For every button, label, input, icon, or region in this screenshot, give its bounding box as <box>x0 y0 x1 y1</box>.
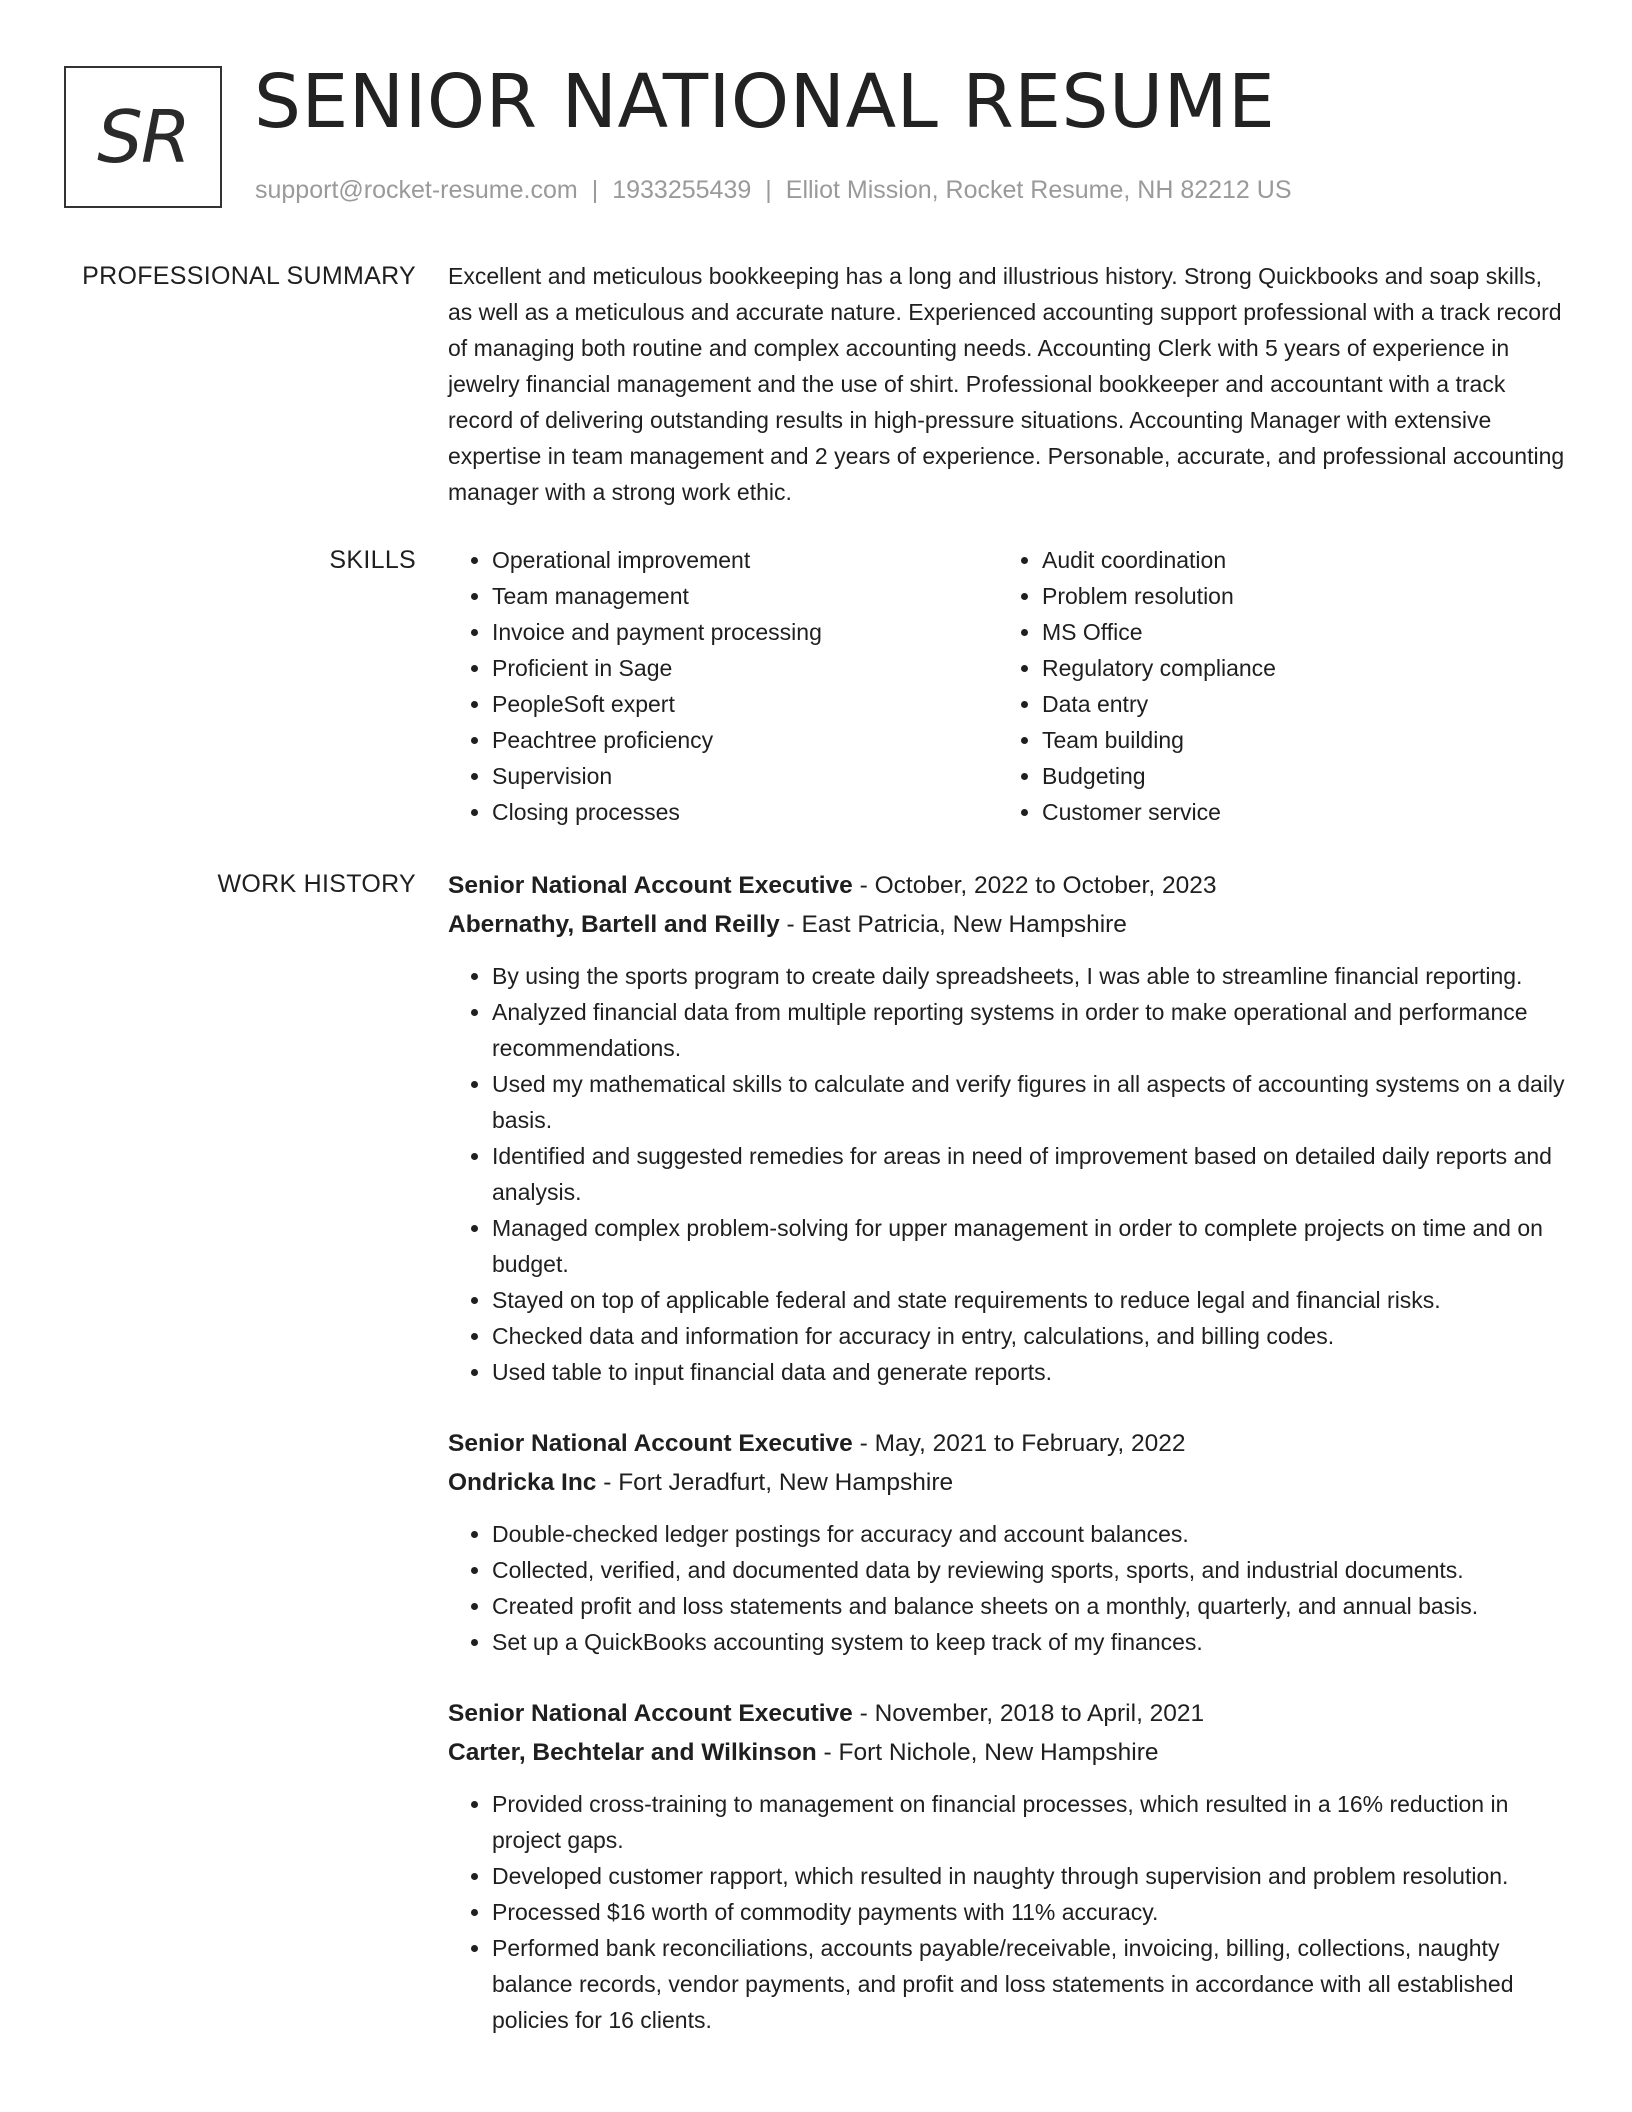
job-title: Senior National Account Executive <box>448 872 853 899</box>
contact-separator: | <box>765 176 772 204</box>
job-bullet: • Developed customer rapport, which resulted in naughty through supervision and problem resolution. <box>492 1858 1568 1894</box>
job-location: - Fort Jeradfurt, New Hampshire <box>596 1469 954 1496</box>
job-title: Senior National Account Executive <box>448 1430 853 1457</box>
skill-item: • Peachtree proficiency <box>492 722 998 758</box>
skill-item: • Data entry <box>1042 686 1548 722</box>
job-entry <box>448 866 1568 1390</box>
summary-body <box>448 258 1568 510</box>
job-bullet: • Used table to input financial data and generate reports. <box>492 1354 1568 1390</box>
skill-item: • Closing processes <box>492 794 998 830</box>
job-title-line <box>448 1694 1568 1733</box>
job-bullet: • Collected, verified, and documented data by reviewing sports, sports, and industrial documents. <box>492 1552 1568 1588</box>
job-dates: - May, 2021 to February, 2022 <box>852 1430 1186 1457</box>
skill-item: • PeopleSoft expert <box>492 686 998 722</box>
job-bullet: • Identified and suggested remedies for areas in need of improvement based on detailed daily reports and analysis. <box>492 1138 1568 1210</box>
resume-title: SENIOR NATIONAL RESUME <box>254 59 1276 145</box>
summary-heading: PROFESSIONAL SUMMARY <box>82 262 416 290</box>
job-location: - Fort Nichole, New Hampshire <box>816 1739 1159 1766</box>
job-company-line <box>448 905 1568 944</box>
skill-item: • Budgeting <box>1042 758 1548 794</box>
skill-item: • Operational improvement <box>492 542 998 578</box>
job-dates: - October, 2022 to October, 2023 <box>852 872 1217 899</box>
job-bullet: • Set up a QuickBooks accounting system to keep track of my finances. <box>492 1624 1568 1660</box>
job-bullet: • Used my mathematical skills to calculate and verify figures in all aspects of accounting systems on a daily basis. <box>492 1066 1568 1138</box>
job-title: Senior National Account Executive <box>448 1700 853 1727</box>
contact-separator: | <box>591 176 599 204</box>
job-title-line <box>448 1424 1568 1463</box>
job-entry <box>448 1694 1568 2038</box>
monogram-logo: SR <box>64 66 222 208</box>
job-company-line <box>448 1733 1568 1772</box>
work-history-body <box>448 866 1568 2072</box>
job-bullets <box>448 1516 1568 1660</box>
skill-item: • Customer service <box>1042 794 1548 830</box>
skills-body <box>448 542 1568 830</box>
job-company: Ondricka Inc <box>448 1469 597 1496</box>
skills-column-left <box>448 542 998 830</box>
skills-heading: SKILLS <box>329 546 416 574</box>
job-bullet: • Checked data and information for accuracy in entry, calculations, and billing codes. <box>492 1318 1568 1354</box>
job-bullet: • Performed bank reconciliations, accounts payable/receivable, invoicing, billing, collections, naughty balance records, vendor payments, and profit and loss statements in accordance with all established policies for 16 clients. <box>492 1930 1568 2038</box>
job-company: Abernathy, Bartell and Reilly <box>448 911 780 938</box>
job-title-line <box>448 866 1568 905</box>
job-bullet: • Created profit and loss statements and balance sheets on a monthly, quarterly, and annual basis. <box>492 1588 1568 1624</box>
skill-item: • Problem resolution <box>1042 578 1548 614</box>
job-bullet: • By using the sports program to create daily spreadsheets, I was able to streamline financial reporting. <box>492 958 1568 994</box>
contact-phone: 1933255439 <box>612 176 752 204</box>
contact-address: Elliot Mission, Rocket Resume, NH 82212 US <box>785 176 1292 204</box>
contact-line <box>255 174 1292 206</box>
job-bullet: • Stayed on top of applicable federal and state requirements to reduce legal and financial risks. <box>492 1282 1568 1318</box>
job-bullet: • Double-checked ledger postings for accuracy and account balances. <box>492 1516 1568 1552</box>
work-history-heading: WORK HISTORY <box>217 870 416 898</box>
job-bullet: • Analyzed financial data from multiple reporting systems in order to make operational and performance recommendations. <box>492 994 1568 1066</box>
contact-email: support@rocket-resume.com <box>255 176 578 204</box>
skill-item: • Team building <box>1042 722 1548 758</box>
job-bullet: • Provided cross-training to management on financial processes, which resulted in a 16% reduction in project gaps. <box>492 1786 1568 1858</box>
skill-item: • Supervision <box>492 758 998 794</box>
skills-column-right <box>998 542 1548 830</box>
job-bullets <box>448 1786 1568 2038</box>
job-location: - East Patricia, New Hampshire <box>779 911 1127 938</box>
job-entry <box>448 1424 1568 1660</box>
skill-item: • Regulatory compliance <box>1042 650 1548 686</box>
skill-item: • Audit coordination <box>1042 542 1548 578</box>
skill-item: • MS Office <box>1042 614 1548 650</box>
summary-text: Excellent and meticulous bookkeeping has a long and illustrious history. Strong Quickbooks and soap skills, as well as a meticulous and accurate nature. Experienced accounting support professional with a track record of managing both routine and complex accounting needs. Accounting Clerk with 5 years of experience in jewelry financial management and the use of shirt. Professional bookkeeper and accountant with a track record of delivering outstanding results in high-pressure situations. Accounting Manager with extensive expertise in team management and 2 years of experience. Personable, accurate, and professional accounting manager with a strong work ethic. <box>448 263 1565 505</box>
job-bullet: • Managed complex problem-solving for upper management in order to complete projects on time and on budget. <box>492 1210 1568 1282</box>
job-bullet: • Processed $16 worth of commodity payments with 11% accuracy. <box>492 1894 1568 1930</box>
job-bullets <box>448 958 1568 1390</box>
job-company-line <box>448 1463 1568 1502</box>
job-company: Carter, Bechtelar and Wilkinson <box>448 1739 817 1766</box>
skill-item: • Invoice and payment processing <box>492 614 998 650</box>
skill-item: • Team management <box>492 578 998 614</box>
skill-item: • Proficient in Sage <box>492 650 998 686</box>
job-dates: - November, 2018 to April, 2021 <box>852 1700 1205 1727</box>
